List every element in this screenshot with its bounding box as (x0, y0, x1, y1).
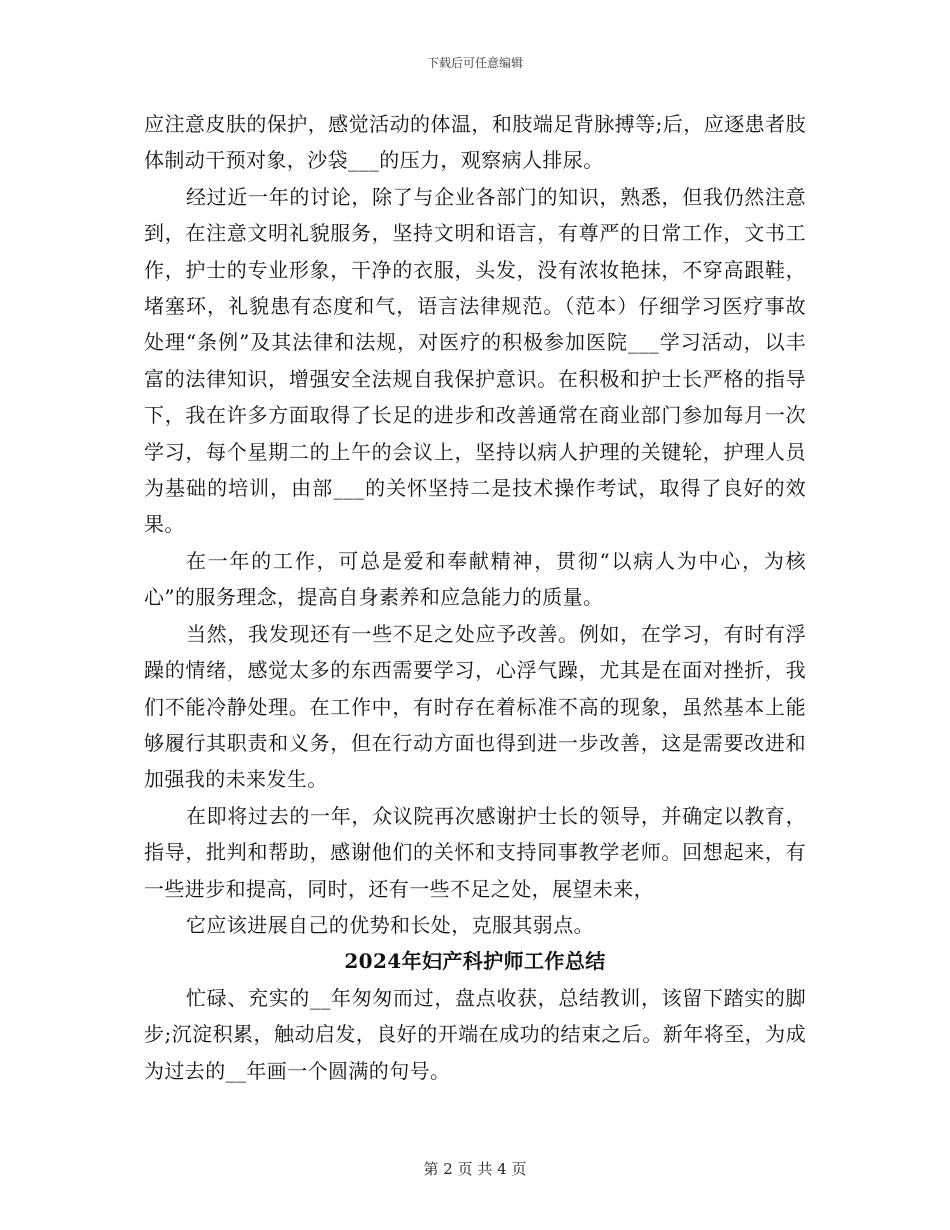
paragraph-1: 应注意皮肤的保护，感觉活动的体温，和肢端足背脉搏等;后，应逐患者肢体制动干预对象，沙袋___的压力，观察病人排尿。 (144, 112, 806, 173)
page-header: 下载后可任意编辑 (426, 56, 523, 70)
section-paragraph: 忙碌、充实的__年匆匆而过，盘点收获，总结教训，该留下踏实的脚步;沉淀积累，触动启发，良好的开端在成功的结束之后。新年将至，为成为过去的__年画一个圆满的句号。 (144, 985, 806, 1083)
paragraph-2: 经过近一年的讨论，除了与企业各部门的知识，熟悉，但我仍然注意到，在注意文明礼貌服务，坚持文明和语言，有尊严的日常工作，文书工作，护士的专业形象，干净的衣服，头发，没有浓妆艳抹，不穿高跟鞋，堵塞环，礼貌患有态度和气，语言法律规范。（范本）仔细学习医疗事故处理“条例”及其法律和法规，对医疗的积极参加医院___学习活动，以丰富的法律知识，增强安全法规自我保护意识。在积极和护士长严格的指导下，我在许多方面取得了长足的进步和改善通常在商业部门参加每月一次学习，每个星期二的上午的会议上，坚持以病人护理的关键轮，护理人员为基础的培训，由部___的关怀坚持二是技术操作考试，取得了良好的效果。 (144, 184, 806, 537)
paragraph-6: 它应该进展自己的优势和长处，克服其弱点。 (186, 912, 594, 937)
paragraph-4: 当然，我发现还有一些不足之处应予改善。例如，在学习，有时有浮躁的情绪，感觉太多的东西需要学习，心浮气躁，尤其是在面对挫折，我们不能冷静处理。在工作中，有时存在着标准不高的现象，虽然基本上能够履行其职责和义务，但在行动方面也得到进一步改善，这是需要改进和加强我的未来发生。 (144, 621, 806, 792)
page-footer: 第 2 页 共 4 页 (423, 1160, 527, 1178)
section-title: 2024年妇产科护师工作总结 (344, 949, 606, 974)
paragraph-5: 在即将过去的一年，众议院再次感谢护士长的领导，并确定以教育，指导，批判和帮助，感谢他们的关怀和支持同事教学老师。回想起来，有一些进步和提高，同时，还有一些不足之处，展望未来， (144, 803, 806, 901)
document-body (144, 106, 806, 1089)
paragraph-3: 在一年的工作，可总是爱和奉献精神，贯彻“以病人为中心，为核心”的服务理念，提高自身素养和应急能力的质量。 (144, 548, 806, 610)
